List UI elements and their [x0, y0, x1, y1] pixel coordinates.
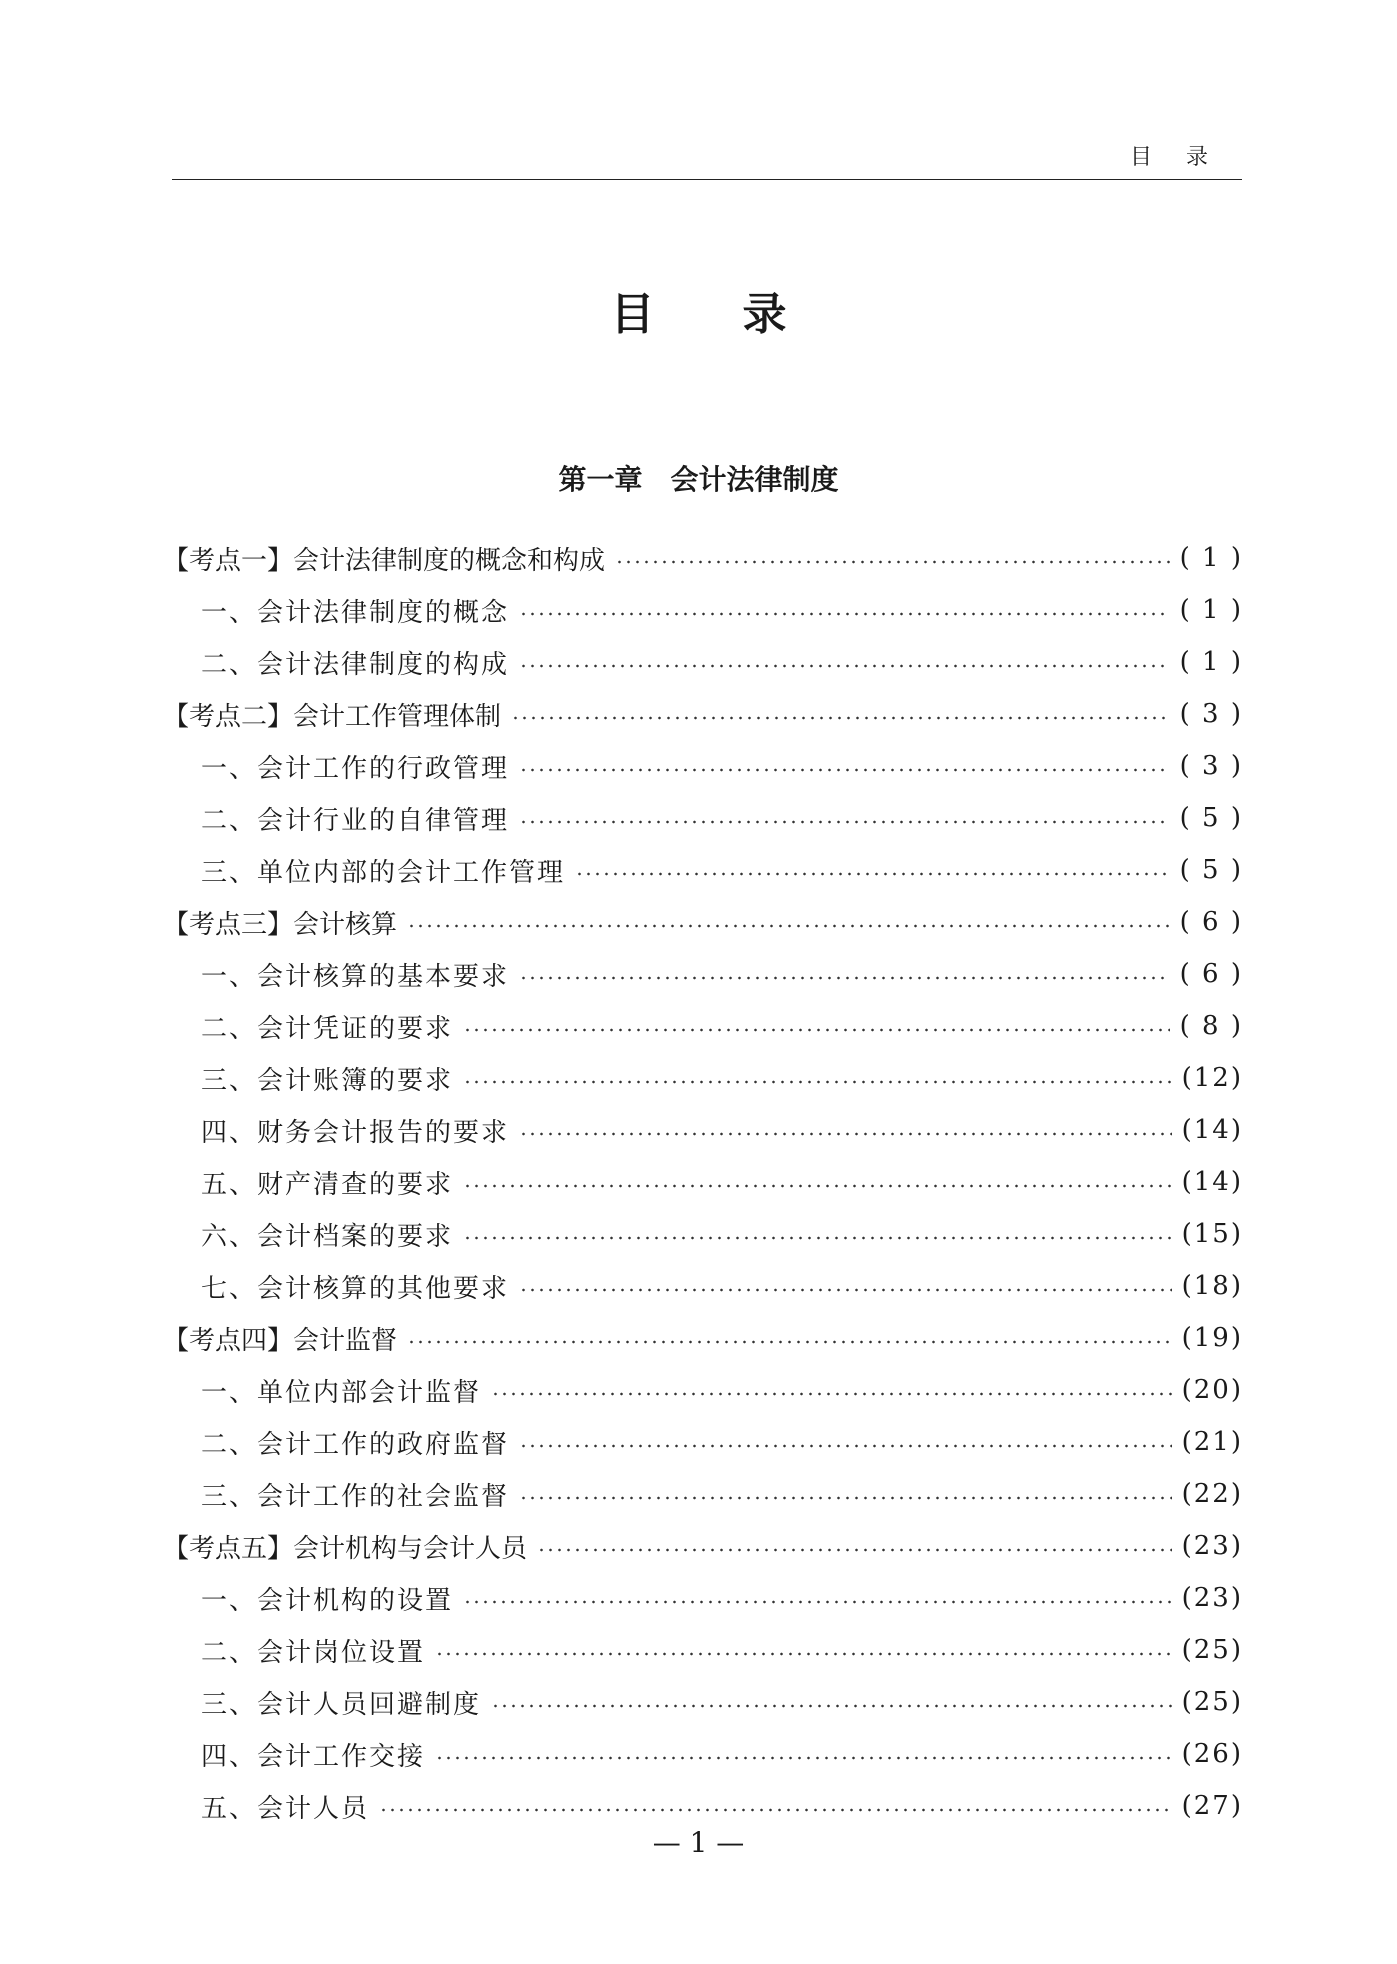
toc-entry[interactable]	[163, 1520, 1243, 1572]
toc-entry-page: (27)	[1181, 1791, 1243, 1821]
dot-leader	[519, 820, 1170, 824]
toc-entry-label: 一、会计工作的行政管理	[201, 753, 510, 784]
toc-entry-label: 一、单位内部会计监督	[201, 1377, 482, 1408]
toc-entry-label: 七、会计核算的其他要求	[201, 1273, 510, 1304]
dot-leader	[491, 1704, 1172, 1708]
toc-entry-label: 二、会计岗位设置	[201, 1637, 426, 1668]
toc-entry-label: 【考点五】会计机构与会计人员	[163, 1533, 528, 1564]
toc-entry[interactable]	[163, 1312, 1243, 1364]
toc-entry[interactable]	[163, 792, 1243, 844]
dot-leader	[519, 1288, 1172, 1292]
dot-leader	[379, 1808, 1172, 1812]
chapter-title: 第一章 会计法律制度	[558, 463, 839, 496]
toc-entry[interactable]	[163, 1468, 1243, 1520]
toc-entry[interactable]	[163, 1780, 1243, 1832]
dot-leader	[519, 664, 1170, 668]
toc-entry-label: 一、会计机构的设置	[201, 1585, 454, 1616]
toc-entry-label: 二、会计工作的政府监督	[201, 1429, 510, 1460]
toc-entry[interactable]	[163, 688, 1243, 740]
toc-entry-page: (15)	[1181, 1219, 1243, 1249]
toc-entry-page: (20)	[1181, 1375, 1243, 1405]
toc-entry-page: ( 8 )	[1179, 1011, 1243, 1041]
toc-entry-label: 四、财务会计报告的要求	[201, 1117, 510, 1148]
toc-entry[interactable]	[163, 1104, 1243, 1156]
dot-leader	[463, 1028, 1170, 1032]
toc-entry-label: 三、会计工作的社会监督	[201, 1481, 510, 1512]
toc-entry-page: ( 6 )	[1179, 959, 1243, 989]
toc-entry-page: ( 6 )	[1179, 907, 1243, 937]
toc-entry-page: ( 1 )	[1179, 543, 1243, 573]
header-rule	[172, 179, 1242, 180]
dot-leader	[435, 1652, 1172, 1656]
toc-entry[interactable]	[163, 1728, 1243, 1780]
dot-leader	[519, 976, 1170, 980]
dot-leader	[463, 1236, 1172, 1240]
toc-entry-label: 【考点三】会计核算	[163, 909, 398, 940]
toc-entry[interactable]	[163, 1052, 1243, 1104]
toc-entry-page: (14)	[1181, 1167, 1243, 1197]
toc-entry[interactable]	[163, 1676, 1243, 1728]
toc-entry-label: 二、会计行业的自律管理	[201, 805, 510, 836]
toc-entry-page: ( 3 )	[1179, 751, 1243, 781]
toc-entry[interactable]	[163, 584, 1243, 636]
toc-entry-label: 一、会计法律制度的概念	[201, 597, 510, 628]
toc-entry-label: 三、会计账簿的要求	[201, 1065, 454, 1096]
toc-entry[interactable]	[163, 1208, 1243, 1260]
toc-entry-label: 三、会计人员回避制度	[201, 1689, 482, 1720]
toc-entry-label: 【考点一】会计法律制度的概念和构成	[163, 545, 606, 576]
toc-entry[interactable]	[163, 1572, 1243, 1624]
toc-entry[interactable]	[163, 1000, 1243, 1052]
toc-entry-page: ( 1 )	[1179, 595, 1243, 625]
toc-entry-page: ( 1 )	[1179, 647, 1243, 677]
toc-entry[interactable]	[163, 532, 1243, 584]
toc-entry-page: (18)	[1181, 1271, 1243, 1301]
toc-entry-label: 六、会计档案的要求	[201, 1221, 454, 1252]
toc-entry-label: 五、会计人员	[201, 1793, 370, 1824]
toc-entry-page: (12)	[1181, 1063, 1243, 1093]
toc-entry-label: 二、会计凭证的要求	[201, 1013, 454, 1044]
dot-leader	[463, 1080, 1172, 1084]
toc-entry-page: (23)	[1181, 1583, 1243, 1613]
toc-entry-page: (26)	[1181, 1739, 1243, 1769]
toc-entry-page: (14)	[1181, 1115, 1243, 1145]
toc-entry[interactable]	[163, 1156, 1243, 1208]
dot-leader	[407, 924, 1170, 928]
toc-entry[interactable]	[163, 740, 1243, 792]
dot-leader	[463, 1184, 1172, 1188]
toc-entry[interactable]	[163, 844, 1243, 896]
dot-leader	[519, 768, 1170, 772]
toc-entry-label: 二、会计法律制度的构成	[201, 649, 510, 680]
dot-leader	[519, 1132, 1172, 1136]
page-title: 目录	[610, 289, 875, 340]
toc-entry-label: 一、会计核算的基本要求	[201, 961, 510, 992]
dot-leader	[519, 612, 1170, 616]
toc-entry-page: (25)	[1181, 1635, 1243, 1665]
running-head: 目录	[1129, 145, 1242, 170]
table-of-contents	[163, 532, 1243, 1832]
toc-entry-page: ( 5 )	[1179, 803, 1243, 833]
toc-entry-page: (21)	[1181, 1427, 1243, 1457]
toc-entry-label: 四、会计工作交接	[201, 1741, 426, 1772]
toc-entry[interactable]	[163, 1364, 1243, 1416]
toc-entry-page: (25)	[1181, 1687, 1243, 1717]
toc-entry[interactable]	[163, 1416, 1243, 1468]
toc-entry[interactable]	[163, 636, 1243, 688]
toc-entry[interactable]	[163, 1260, 1243, 1312]
dot-leader	[491, 1392, 1172, 1396]
dot-leader	[537, 1548, 1172, 1552]
toc-entry-label: 【考点二】会计工作管理体制	[163, 701, 502, 732]
dot-leader	[519, 1444, 1172, 1448]
dot-leader	[463, 1600, 1172, 1604]
toc-entry-page: ( 5 )	[1179, 855, 1243, 885]
dot-leader	[575, 872, 1170, 876]
toc-entry[interactable]	[163, 1624, 1243, 1676]
toc-entry-label: 【考点四】会计监督	[163, 1325, 398, 1356]
toc-entry[interactable]	[163, 896, 1243, 948]
toc-entry-label: 三、单位内部的会计工作管理	[201, 857, 566, 888]
dot-leader	[435, 1756, 1172, 1760]
dot-leader	[407, 1340, 1172, 1344]
dot-leader	[511, 716, 1170, 720]
dot-leader	[615, 560, 1170, 564]
toc-entry-page: ( 3 )	[1179, 699, 1243, 729]
toc-entry-label: 五、财产清查的要求	[201, 1169, 454, 1200]
toc-entry-page: (22)	[1181, 1479, 1243, 1509]
page-number: — 1 —	[652, 1826, 745, 1859]
dot-leader	[519, 1496, 1172, 1500]
toc-entry[interactable]	[163, 948, 1243, 1000]
toc-entry-page: (19)	[1181, 1323, 1243, 1353]
toc-entry-page: (23)	[1181, 1531, 1243, 1561]
